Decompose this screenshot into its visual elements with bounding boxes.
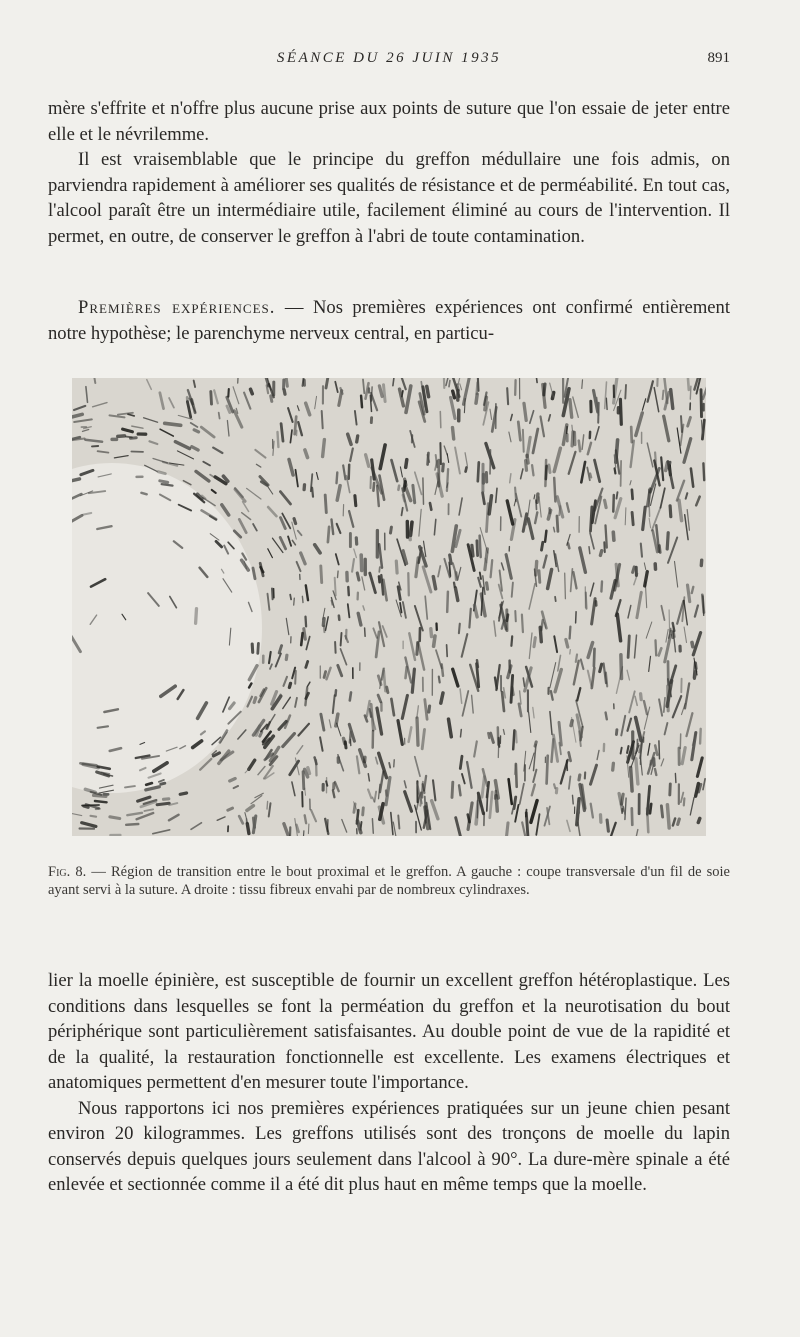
paragraph: Il est vraisemblable que le principe du greffon médullaire une fois admis, on parviendra rapidement à améliorer ses qualités de résistance et de perméabilité. En tout cas, l'alcool paraît être un intermédiaire utile, facilement éliminé au cours de l'intervention. Il permet, en outre, de conserver le greffon à l'abri de toute contamination.: [48, 149, 730, 247]
paragraph: mère s'effrite et n'offre plus aucune prise aux points de suture que l'on essaie de jeter entre elle et le névrilemme.: [48, 98, 730, 145]
paragraph: Nous rapportons ici nos premières expériences pratiquées sur un jeune chien pesant environ 20 kilogrammes. Les greffons utilisés sont des tronçons de moelle du lapin conservés depuis quelques jours seulement dans l'alcool à 90°. La dure-mère spinale a été enlevée et sectionnée comme il a été dit plus haut en même temps que la moelle.: [48, 1097, 730, 1195]
caption-body: — Région de transition entre le bout proximal et le greffon. A gauche : coupe transversale d'un fil de soie ayant servi à la suture. A droite : tissu fibreux envahi par de nombreux cylindraxes.: [48, 864, 730, 898]
section-text: — Nos premières expériences ont confirmé entièrement notre hypothèse; le parenchyme nerveux central, en particu-: [48, 297, 730, 344]
running-title: SÉANCE DU 26 JUIN 1935: [276, 50, 502, 66]
caption-text: [48, 864, 730, 899]
section-block: [48, 295, 730, 346]
section-paragraph: [48, 295, 730, 346]
figure-caption: [48, 864, 730, 899]
micrograph-image: [72, 378, 706, 836]
page-number: 891: [707, 50, 730, 66]
section-heading: Premières expériences.: [78, 297, 276, 318]
text-block-top: [48, 96, 730, 249]
paragraph: lier la moelle épinière, est susceptible de fournir un excellent greffon hétéroplastique. Les conditions dans lesquelles se font la perméation du greffon et la neurotisation du bout périphérique sont particulièrement satisfaisantes. Au double point de vue de la rapidité et de la qualité, la restauration fonctionnelle est excellente. Les examens électriques et anatomiques permettent d'en mesurer toute l'importance.: [48, 970, 730, 1093]
page-header: [48, 50, 730, 74]
figure-label: Fig. 8.: [48, 864, 87, 880]
text-block-bottom: [48, 968, 730, 1198]
micrograph-figure: [72, 378, 706, 836]
